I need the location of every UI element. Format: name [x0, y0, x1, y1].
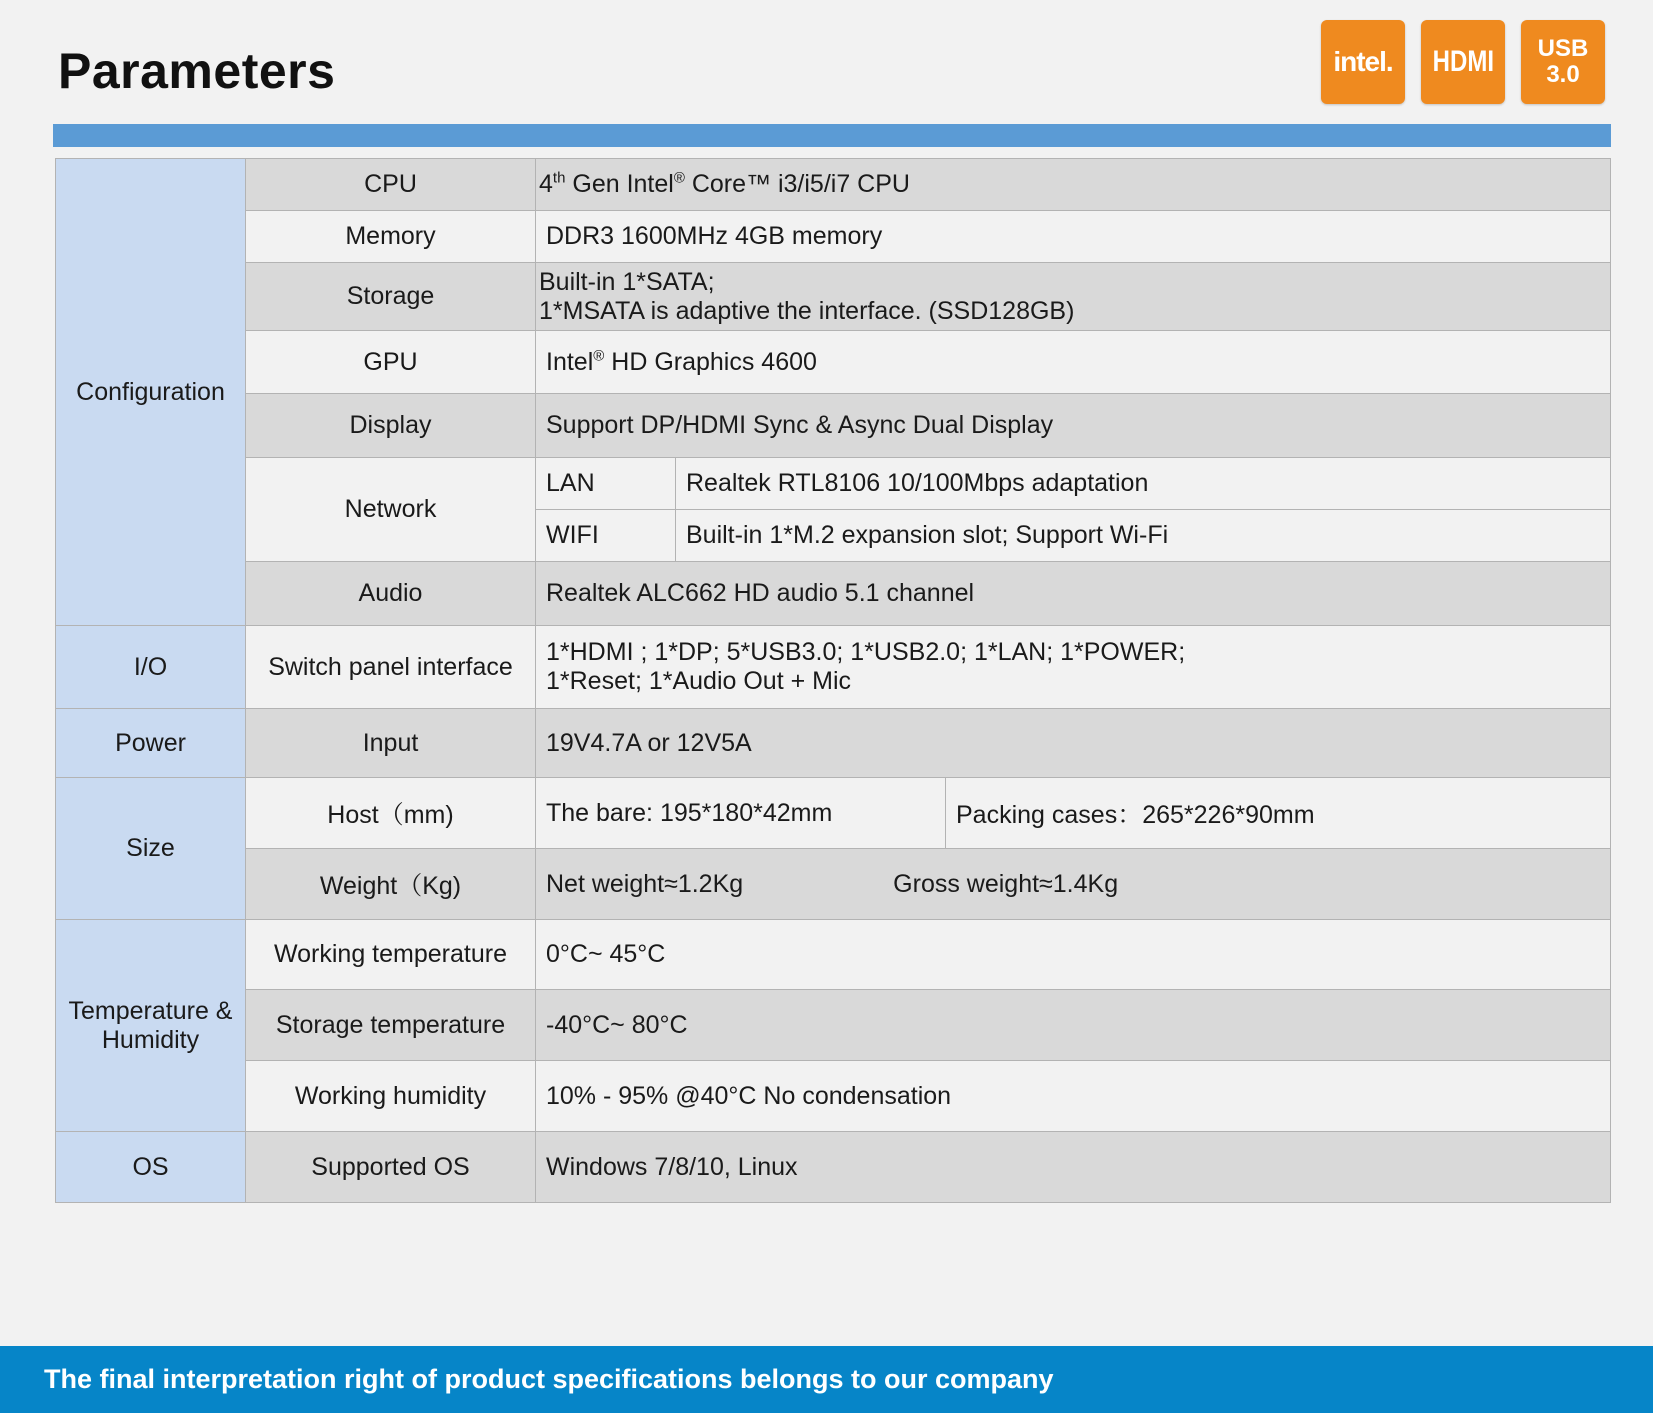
- table-row: [56, 263, 1611, 331]
- value-cpu: [536, 159, 1611, 211]
- value-memory: DDR3 1600MHz 4GB memory: [536, 211, 1611, 263]
- table-row: [56, 211, 1611, 263]
- title-divider-bar: [53, 124, 1611, 147]
- item-weight: Weight（Kg): [246, 849, 536, 920]
- table-row: [56, 778, 1611, 849]
- cpu-text-a: Gen Intel: [565, 170, 674, 198]
- item-switch-panel: Switch panel interface: [246, 626, 536, 709]
- value-supported-os: Windows 7/8/10, Linux: [536, 1132, 1611, 1203]
- item-input: Input: [246, 709, 536, 778]
- cpu-reg: ®: [673, 169, 685, 187]
- category-size: Size: [56, 778, 246, 920]
- table-row: [56, 1132, 1611, 1203]
- cpu-text-b: Core™ i3/i5/i7 CPU: [684, 170, 910, 198]
- category-power: Power: [56, 709, 246, 778]
- usb-badge-line2: 3.0: [1546, 61, 1580, 88]
- item-working-temperature: Working temperature: [246, 920, 536, 990]
- item-host: Host（mm): [246, 778, 536, 849]
- value-storage-temperature: -40°C~ 80°C: [536, 990, 1611, 1061]
- gpu-text-b: HD Graphics 4600: [604, 347, 817, 376]
- footer-banner: [0, 1346, 1653, 1413]
- table-row: [56, 990, 1611, 1061]
- value-switch-panel: [536, 626, 1611, 709]
- table-row: [56, 709, 1611, 778]
- value-host-packing: Packing cases：265*226*90mm: [946, 778, 1611, 849]
- table-row: [56, 562, 1611, 626]
- sub-item-lan: LAN: [536, 458, 676, 510]
- intel-logo-badge: [1321, 20, 1405, 104]
- io-line1: 1*HDMI ; 1*DP; 5*USB3.0; 1*USB2.0; 1*LAN; 1*POWER;: [546, 638, 1186, 666]
- item-display: Display: [246, 394, 536, 458]
- value-storage: [536, 263, 1611, 331]
- value-host-bare: The bare: 195*180*42mm: [536, 778, 946, 849]
- value-lan: Realtek RTL8106 10/100Mbps adaptation: [676, 458, 1611, 510]
- spec-table: [55, 158, 1611, 1203]
- gpu-reg: ®: [593, 347, 605, 365]
- page-title: Parameters: [58, 43, 336, 99]
- usb-badge-line1: USB: [1537, 35, 1589, 62]
- footer-text: The final interpretation right of product specifications belongs to our company: [44, 1364, 1054, 1394]
- value-input: 19V4.7A or 12V5A: [536, 709, 1611, 778]
- table-row: [56, 849, 1611, 920]
- weight-gross: Gross weight≈1.4Kg: [893, 869, 1119, 898]
- hdmi-badge-label: HDMI: [1432, 45, 1494, 78]
- weight-net: Net weight≈1.2Kg: [546, 869, 744, 898]
- item-gpu: GPU: [246, 331, 536, 394]
- gpu-text-a: Intel: [546, 347, 594, 376]
- table-row: [56, 458, 1611, 510]
- cpu-gen: 4: [539, 170, 553, 198]
- table-row: [56, 159, 1611, 211]
- value-working-temperature: 0°C~ 45°C: [536, 920, 1611, 990]
- temp-label-line1: Temperature &: [68, 996, 233, 1025]
- usb3-logo-badge: [1521, 20, 1605, 104]
- table-row: [56, 394, 1611, 458]
- hdmi-logo-badge: [1421, 20, 1505, 104]
- category-io: I/O: [56, 626, 246, 709]
- cpu-th: th: [552, 169, 566, 187]
- value-display: Support DP/HDMI Sync & Async Dual Display: [536, 394, 1611, 458]
- item-network: Network: [246, 458, 536, 562]
- item-memory: Memory: [246, 211, 536, 263]
- item-cpu: CPU: [246, 159, 536, 211]
- value-working-humidity: 10% - 95% @40°C No condensation: [536, 1061, 1611, 1132]
- intel-badge-label: intel.: [1333, 46, 1393, 77]
- sub-item-wifi: WIFI: [536, 510, 676, 562]
- value-gpu: [536, 331, 1611, 394]
- category-temperature-humidity: [56, 920, 246, 1132]
- item-supported-os: Supported OS: [246, 1132, 536, 1203]
- item-working-humidity: Working humidity: [246, 1061, 536, 1132]
- temp-label-line2: Humidity: [101, 1025, 200, 1054]
- value-wifi: Built-in 1*M.2 expansion slot; Support Wi-Fi: [676, 510, 1611, 562]
- table-row: [56, 1061, 1611, 1132]
- table-row: [56, 920, 1611, 990]
- table-row: [56, 331, 1611, 394]
- storage-line1: Built-in 1*SATA;: [539, 267, 715, 296]
- item-storage: Storage: [246, 263, 536, 331]
- category-configuration: Configuration: [56, 159, 246, 626]
- item-audio: Audio: [246, 562, 536, 626]
- table-row: [56, 626, 1611, 709]
- value-weight: [536, 849, 1611, 920]
- category-os: OS: [56, 1132, 246, 1203]
- feature-badges: [1321, 20, 1605, 104]
- storage-line2: 1*MSATA is adaptive the interface. (SSD128GB): [539, 296, 1075, 325]
- io-line2: 1*Reset; 1*Audio Out + Mic: [546, 667, 852, 695]
- value-audio: Realtek ALC662 HD audio 5.1 channel: [536, 562, 1611, 626]
- item-storage-temperature: Storage temperature: [246, 990, 536, 1061]
